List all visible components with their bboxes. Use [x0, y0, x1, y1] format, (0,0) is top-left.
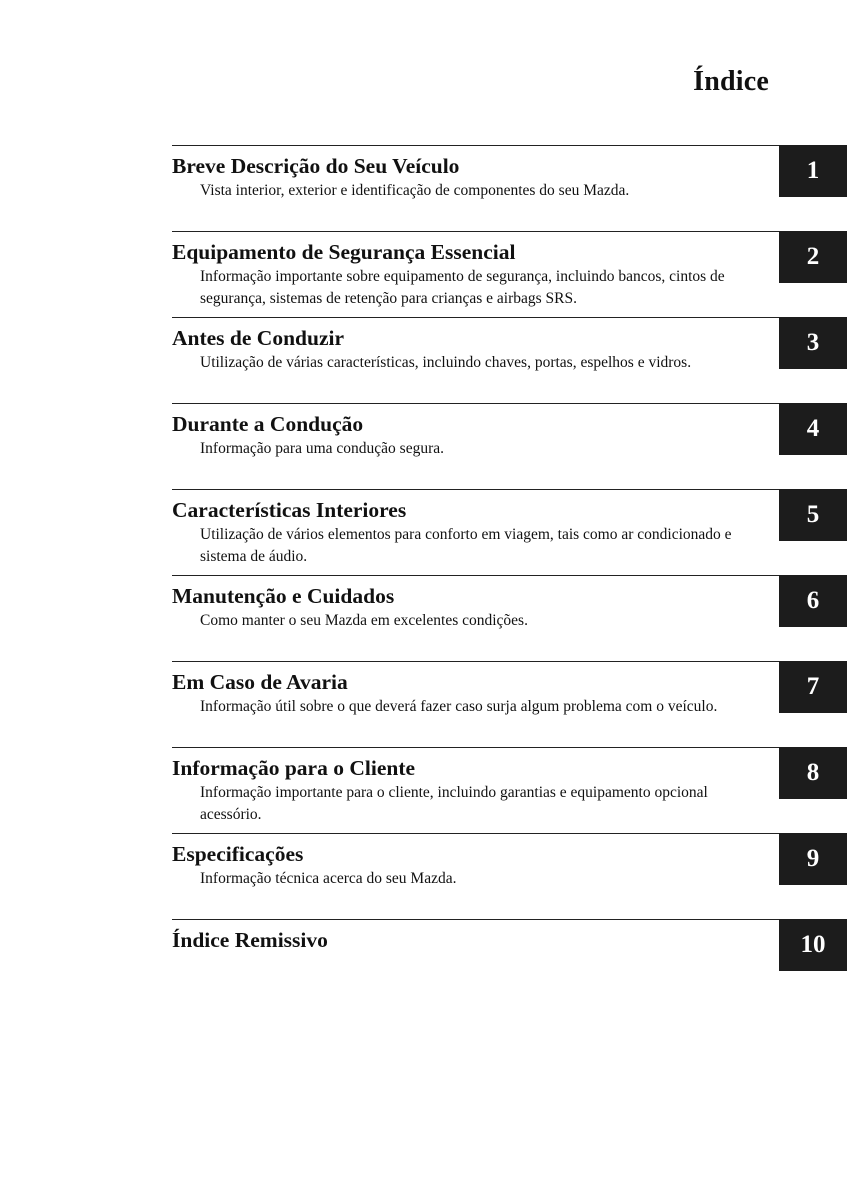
- toc-description: Informação para uma condução segura.: [200, 440, 445, 457]
- chapter-tab[interactable]: 8: [779, 747, 847, 799]
- chapter-tab[interactable]: 9: [779, 833, 847, 885]
- toc-description: Utilização de várias características, incluindo chaves, portas, espelhos e vidros.: [200, 354, 692, 371]
- toc-entry-6[interactable]: [172, 575, 847, 661]
- toc-entry-4[interactable]: [172, 403, 847, 489]
- toc-description: Utilização de vários elementos para conforto em viagem, tais como ar condicionado e sistema de áudio.: [200, 526, 732, 565]
- toc-heading[interactable]: Especificações: [172, 842, 304, 866]
- divider: [172, 489, 779, 490]
- toc-description: Como manter o seu Mazda em excelentes condições.: [200, 612, 528, 629]
- toc-description: Informação técnica acerca do seu Mazda.: [200, 870, 457, 887]
- toc-entry-5[interactable]: [172, 489, 847, 575]
- divider: [172, 833, 779, 834]
- toc-heading[interactable]: Manutenção e Cuidados: [172, 584, 395, 608]
- toc-heading[interactable]: Índice Remissivo: [172, 928, 328, 952]
- divider: [172, 231, 779, 232]
- toc-heading[interactable]: Características Interiores: [172, 498, 407, 522]
- divider: [172, 403, 779, 404]
- table-of-contents: [172, 145, 847, 1005]
- toc-heading[interactable]: Breve Descrição do Seu Veículo: [172, 154, 460, 178]
- chapter-tab[interactable]: 10: [779, 919, 847, 971]
- toc-entry-3[interactable]: [172, 317, 847, 403]
- chapter-tab[interactable]: 7: [779, 661, 847, 713]
- chapter-tab[interactable]: 3: [779, 317, 847, 369]
- page-title: Índice: [693, 66, 769, 97]
- toc-heading[interactable]: Antes de Conduzir: [172, 326, 345, 350]
- chapter-tab[interactable]: 6: [779, 575, 847, 627]
- divider: [172, 317, 779, 318]
- divider: [172, 145, 779, 146]
- chapter-tab[interactable]: 5: [779, 489, 847, 541]
- toc-entry-2[interactable]: [172, 231, 847, 317]
- toc-entry-9[interactable]: [172, 833, 847, 919]
- toc-heading[interactable]: Durante a Condução: [172, 412, 364, 436]
- divider: [172, 919, 779, 920]
- toc-entry-10[interactable]: [172, 919, 847, 1005]
- divider: [172, 661, 779, 662]
- divider: [172, 575, 779, 576]
- divider: [172, 747, 779, 748]
- chapter-tab[interactable]: 4: [779, 403, 847, 455]
- toc-heading[interactable]: Informação para o Cliente: [172, 756, 416, 780]
- toc-entry-1[interactable]: [172, 145, 847, 231]
- chapter-tab[interactable]: 1: [779, 145, 847, 197]
- toc-description: Vista interior, exterior e identificação de componentes do seu Mazda.: [200, 182, 630, 199]
- toc-entry-7[interactable]: [172, 661, 847, 747]
- toc-entry-8[interactable]: [172, 747, 847, 833]
- toc-heading[interactable]: Em Caso de Avaria: [172, 670, 348, 694]
- toc-heading[interactable]: Equipamento de Segurança Essencial: [172, 240, 516, 264]
- chapter-tab[interactable]: 2: [779, 231, 847, 283]
- toc-description: Informação útil sobre o que deverá fazer caso surja algum problema com o veículo.: [200, 698, 718, 715]
- toc-description: Informação importante para o cliente, incluindo garantias e equipamento opcional acessório.: [200, 784, 708, 823]
- toc-description: Informação importante sobre equipamento de segurança, incluindo bancos, cintos de segurança, sistemas de retenção para crianças e airbags SRS.: [200, 268, 725, 307]
